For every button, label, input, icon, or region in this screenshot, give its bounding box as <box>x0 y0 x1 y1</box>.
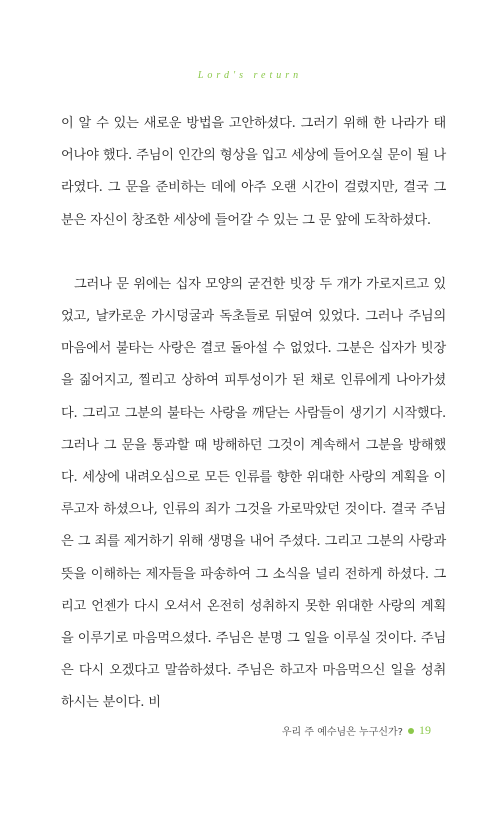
page-footer <box>282 723 431 738</box>
book-title: 우리 주 예수님은 누구신가? <box>281 727 403 738</box>
body-text <box>61 108 446 720</box>
page-number: 19 <box>419 723 431 737</box>
running-header: Lord's return <box>197 70 303 81</box>
bullet-dot-icon <box>408 728 414 734</box>
paragraph: 이 알 수 있는 새로운 방법을 고안하셨다. 그러기 위해 한 나라가 태어나야 했다. 주님이 인간의 형상을 입고 세상에 들어오실 문이 될 나라였다. 그 문을 준비하는 데에 아주 오랜 시간이 걸렸지만, 결국 그분은 자신이 창조한 세상에 들어갈 수 있는 그 문 앞에 도착하셨다. <box>61 116 446 228</box>
paragraph: 그러나 문 위에는 십자 모양의 굳건한 빗장 두 개가 가로지르고 있었고, 날카로운 가시덩굴과 독초들로 뒤덮여 있었다. 그러나 주님의 마음에서 불타는 사랑은 결코 돌아설 수 없었다. 그분은 십자가 빗장을 짊어지고, 찔리고 상하여 피투성이가 된 채로 인류에게 나아가셨다. 그리고 그분의 불타는 사랑을 깨닫는 사람들이 생기기 시작했다. 그러나 그 문을 통과할 때 방해하던 그것이 계속해서 그분을 방해했다. 세상에 내려오심으로 모든 인류를 향한 위대한 사랑의 계획을 이루고자 하셨으나, 인류의 죄가 그것을 가로막았던 것이다. 결국 주님은 그 죄를 제거하기 위해 생명을 내어 주셨다. 그리고 그분의 사랑과 뜻을 이해하는 제자들을 파송하여 그 소식을 널리 전하게 하셨다. 그리고 언젠가 다시 오셔서 온전히 성취하지 못한 위대한 사랑의 계획을 이루기로 마음먹으셨다. 주님은 분명 그 일을 이루실 것이다. 주님은 다시 오겠다고 말씀하셨다. 주님은 하고자 마음먹으신 일을 성취하시는 분이다. 비 <box>61 276 446 711</box>
